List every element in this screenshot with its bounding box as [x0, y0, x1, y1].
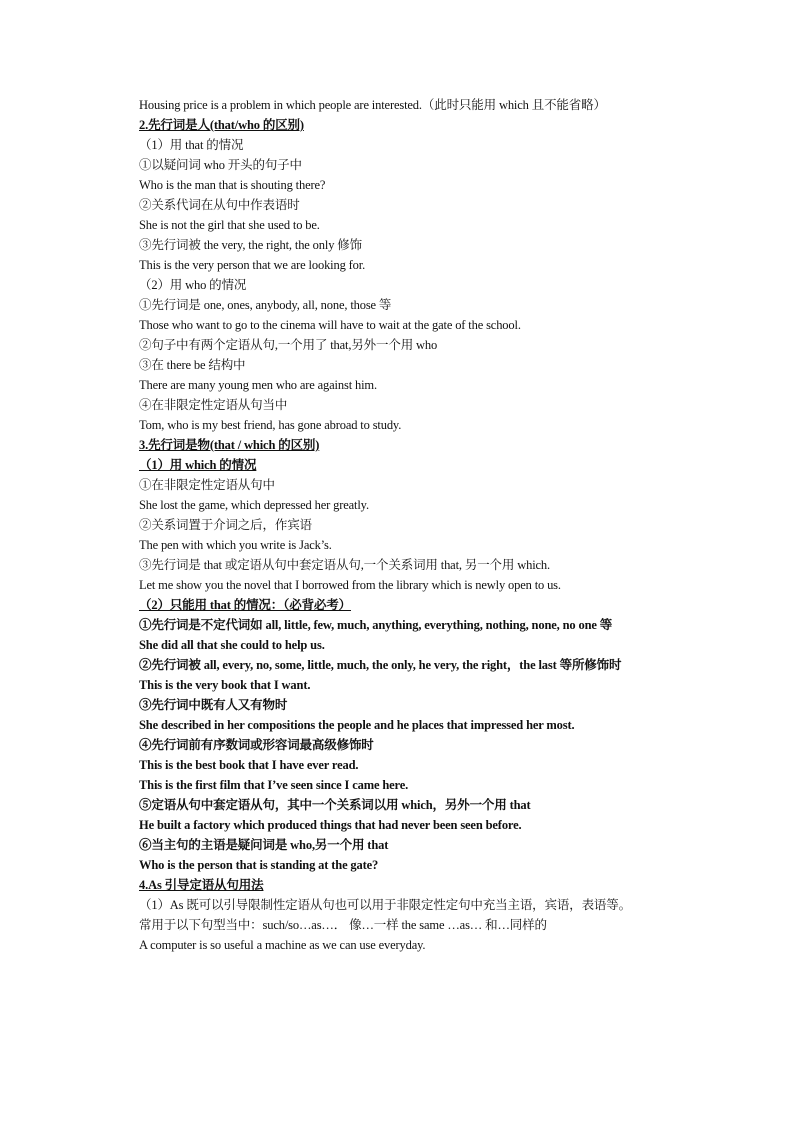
text-line: ①先行词是 one, ones, anybody, all, none, those 等	[139, 298, 392, 312]
text-line: ⑥当主句的主语是疑问词是 who,另一个用 that	[139, 838, 389, 852]
text-line: 2.先行词是人(that/who 的区别)	[139, 118, 304, 132]
text-line: ④在非限定性定语从句当中	[139, 398, 288, 412]
text-line: ③先行词被 the very, the right, the only 修饰	[139, 238, 362, 252]
text-line: ④先行词前有序数词或形容词最高级修饰时	[139, 738, 374, 752]
text-line: （1）As 既可以引导限制性定语从句也可以用于非限定性定句中充当主语，宾语，表语等。	[139, 898, 631, 912]
text-line: This is the first film that I’ve seen since I came here.	[139, 778, 409, 792]
text-line: ②关系代词在从句中作表语时	[139, 198, 300, 212]
text-line: （1）用 which 的情况	[139, 458, 257, 472]
text-line: ②先行词被 all, every, no, some, little, much, the only, he very, the right，the last 等所修饰时	[139, 658, 622, 672]
text-line: She described in her compositions the people and he places that impressed her most.	[139, 718, 575, 732]
text-line: Who is the man that is shouting there?	[139, 178, 326, 192]
text-line: A computer is so useful a machine as we can use everyday.	[139, 938, 426, 952]
text-line: Let me show you the novel that I borrowed from the library which is newly open to us.	[139, 578, 561, 592]
text-line: ⑤定语从句中套定语从句，其中一个关系词以用 which，另外一个用 that	[139, 798, 531, 812]
text-line: ③在 there be 结构中	[139, 358, 246, 372]
text-line: ③先行词是 that 或定语从句中套定语从句,一个关系词用 that, 另一个用 which.	[139, 558, 550, 572]
text-line: Those who want to go to the cinema will have to wait at the gate of the school.	[139, 318, 521, 332]
text-line: There are many young men who are against him.	[139, 378, 377, 392]
text-line: This is the very person that we are looking for.	[139, 258, 366, 272]
text-line: 3.先行词是物(that / which 的区别)	[139, 438, 320, 452]
text-line: She did all that she could to help us.	[139, 638, 325, 652]
document-body	[139, 95, 684, 955]
text-line: （2）用 who 的情况	[139, 278, 247, 292]
text-line: 4.As 引导定语从句用法	[139, 878, 264, 892]
text-line: She lost the game, which depressed her greatly.	[139, 498, 369, 512]
text-line: （1）用 that 的情况	[139, 138, 244, 152]
text-line: ③先行词中既有人又有物时	[139, 698, 288, 712]
text-line: This is the very book that I want.	[139, 678, 311, 692]
text-line: He built a factory which produced things that had never been seen before.	[139, 818, 522, 832]
text-line: ②关系词置于介词之后，作宾语	[139, 518, 312, 532]
text-line: Tom, who is my best friend, has gone abroad to study.	[139, 418, 402, 432]
text-line: The pen with which you write is Jack’s.	[139, 538, 332, 552]
text-line: ①在非限定性定语从句中	[139, 478, 275, 492]
text-line: This is the best book that I have ever read.	[139, 758, 359, 772]
text-line: ②句子中有两个定语从句,一个用了 that,另外一个用 who	[139, 338, 438, 352]
text-line: ①先行词是不定代词如 all, little, few, much, anything, everything, nothing, none, no one 等	[139, 618, 613, 632]
text-line: Who is the person that is standing at the gate?	[139, 858, 379, 872]
text-line: Housing price is a problem in which people are interested.（此时只能用 which 且不能省略）	[139, 98, 606, 112]
text-line: （2）只能用 that 的情况：（必背必考）	[139, 598, 351, 612]
text-line: ①以疑问词 who 开头的句子中	[139, 158, 302, 172]
text-line: She is not the girl that she used to be.	[139, 218, 320, 232]
text-line: 常用于以下句型当中：such/so…as…． 像…一样 the same …as… 和…同样的	[139, 918, 547, 932]
